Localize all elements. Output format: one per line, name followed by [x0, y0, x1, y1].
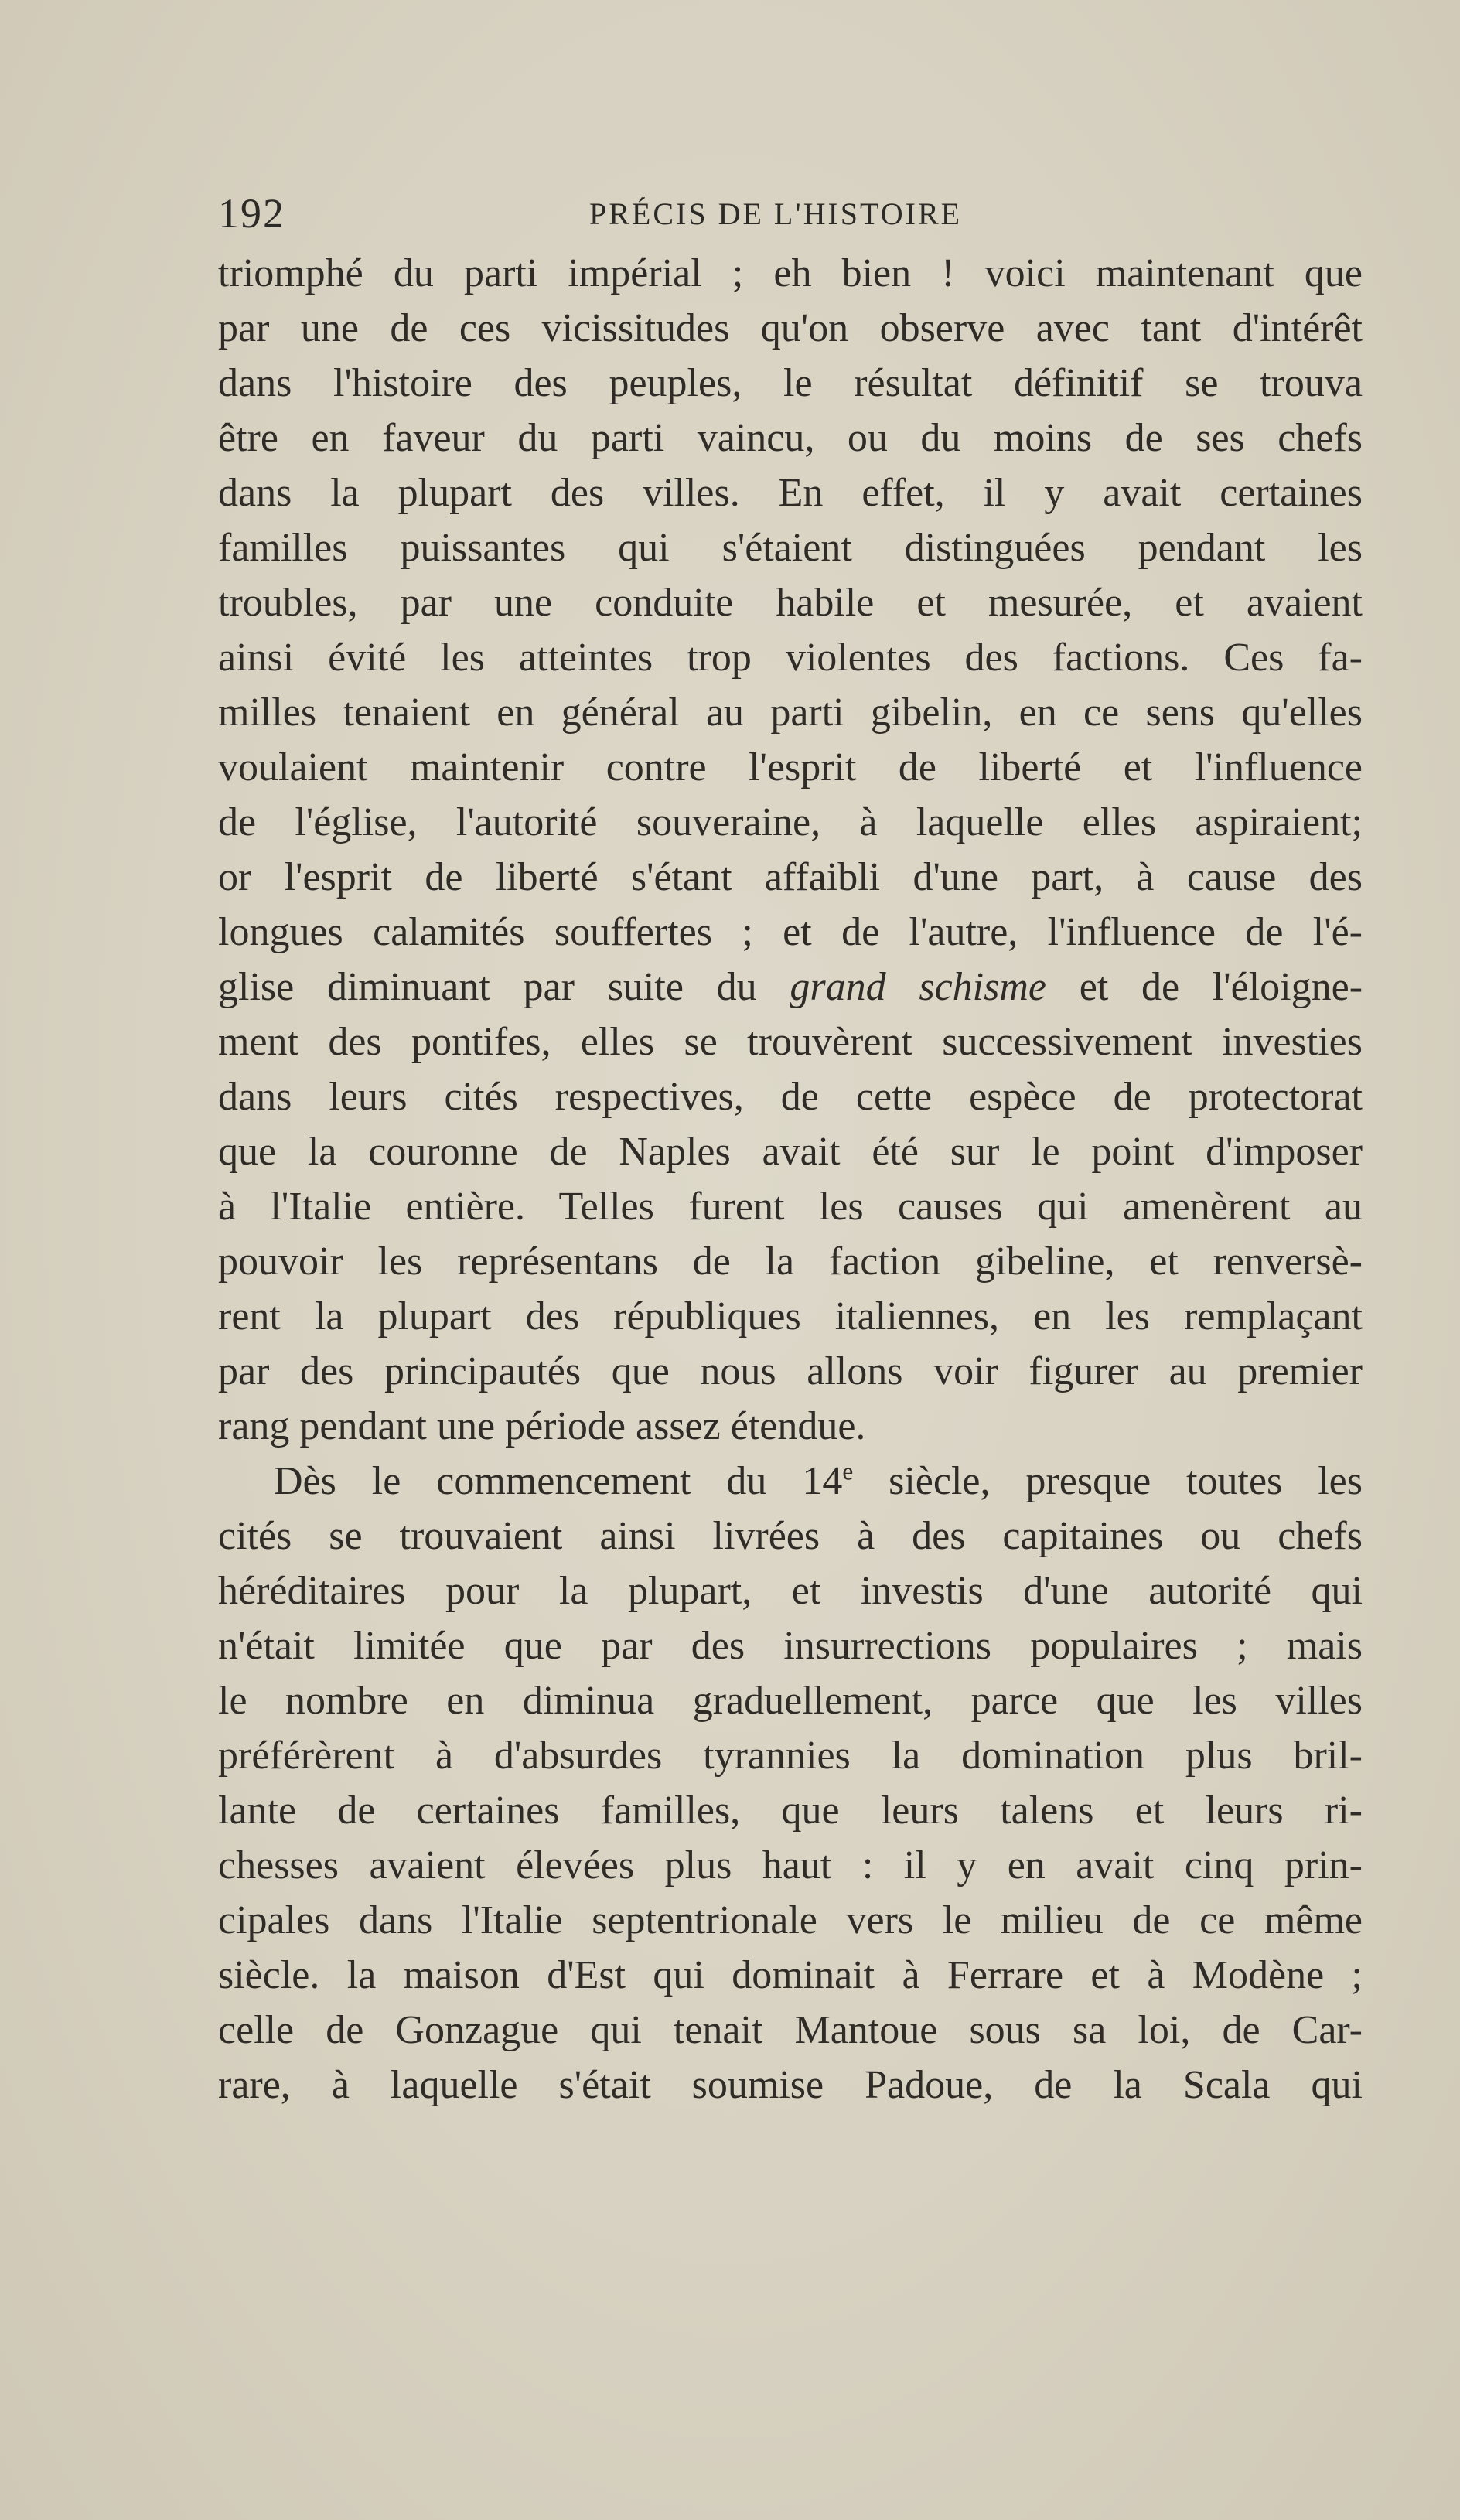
text-line: triomphé du parti impérial ; eh bien ! voici maintenant que [218, 251, 1363, 295]
paragraph-start-line [218, 1454, 1363, 1509]
text-line: par des principautés que nous allons voir figurer au premier [218, 1349, 1363, 1393]
superscript: e [842, 1458, 854, 1485]
page-number: 192 [218, 190, 285, 237]
text-line: n'était limitée que par des insurrections populaires ; mais [218, 1624, 1363, 1668]
text-line: longues calamités souffertes ; et de l'autre, l'influence de l'é- [218, 910, 1363, 954]
text-line: que la couronne de Naples avait été sur le point d'imposer [218, 1130, 1363, 1174]
text-line: préférèrent à d'absurdes tyrannies la domination plus bril- [218, 1734, 1363, 1778]
text-line: pouvoir les représentans de la faction gibeline, et renversè- [218, 1240, 1363, 1284]
text-line: familles puissantes qui s'étaient distinguées pendant les [218, 526, 1363, 570]
text-line: siècle. la maison d'Est qui dominait à Ferrare et à Modène ; [218, 1953, 1363, 1997]
text-line: rent la plupart des républiques italiennes, en les remplaçant [218, 1294, 1363, 1338]
text-segment: siècle, presque toutes les [853, 1459, 1363, 1503]
text-line: cités se trouvaient ainsi livrées à des capitaines ou chefs [218, 1514, 1363, 1558]
text-line: voulaient maintenir contre l'esprit de liberté et l'influence [218, 745, 1363, 789]
italic-phrase: grand schisme [790, 965, 1046, 1009]
text-line: chesses avaient élevées plus haut : il y en avait cinq prin- [218, 1843, 1363, 1887]
text-line: par une de ces vicissitudes qu'on observe avec tant d'intérêt [218, 306, 1363, 350]
text-line: ment des pontifes, elles se trouvèrent successivement investies [218, 1020, 1363, 1064]
text-line: cipales dans l'Italie septentrionale vers le milieu de ce même [218, 1898, 1363, 1942]
text-line: dans leurs cités respectives, de cette espèce de protectorat [218, 1075, 1363, 1119]
paragraph-end-line: rang pendant une période assez étendue. [218, 1404, 866, 1448]
text-line: le nombre en diminua graduellement, parce que les villes [218, 1679, 1363, 1723]
text-line: dans la plupart des villes. En effet, il y avait certaines [218, 471, 1363, 515]
text-line: à l'Italie entière. Telles furent les causes qui amenèrent au [218, 1185, 1363, 1229]
text-line: héréditaires pour la plupart, et investis d'une autorité qui [218, 1569, 1363, 1613]
page-header [218, 189, 1363, 244]
text-line: rare, à laquelle s'était soumise Padoue, de la Scala qui [218, 2063, 1363, 2107]
text-line: dans l'histoire des peuples, le résultat définitif se trouva [218, 361, 1363, 405]
text-line [218, 960, 1363, 1014]
text-line: de l'église, l'autorité souveraine, à laquelle elles aspiraient; [218, 800, 1363, 844]
text-line: milles tenaient en général au parti gibelin, en ce sens qu'elles [218, 691, 1363, 735]
body-text [218, 246, 1363, 2113]
text-line: celle de Gonzague qui tenait Mantoue sous sa loi, de Car- [218, 2008, 1363, 2052]
running-title: PRÉCIS DE L'HISTOIRE [589, 196, 963, 231]
text-line: or l'esprit de liberté s'étant affaibli d'une part, à cause des [218, 855, 1363, 899]
text-line: être en faveur du parti vaincu, ou du moins de ses chefs [218, 416, 1363, 460]
text-segment: Dès le commencement du 14 [274, 1459, 843, 1503]
text-segment: glise diminuant par suite du [218, 965, 790, 1009]
text-line: troubles, par une conduite habile et mesurée, et avaient [218, 581, 1363, 625]
text-segment: et de l'éloigne- [1046, 965, 1363, 1009]
text-line: lante de certaines familles, que leurs talens et leurs ri- [218, 1789, 1363, 1833]
text-line: ainsi évité les atteintes trop violentes des factions. Ces fa- [218, 636, 1363, 680]
